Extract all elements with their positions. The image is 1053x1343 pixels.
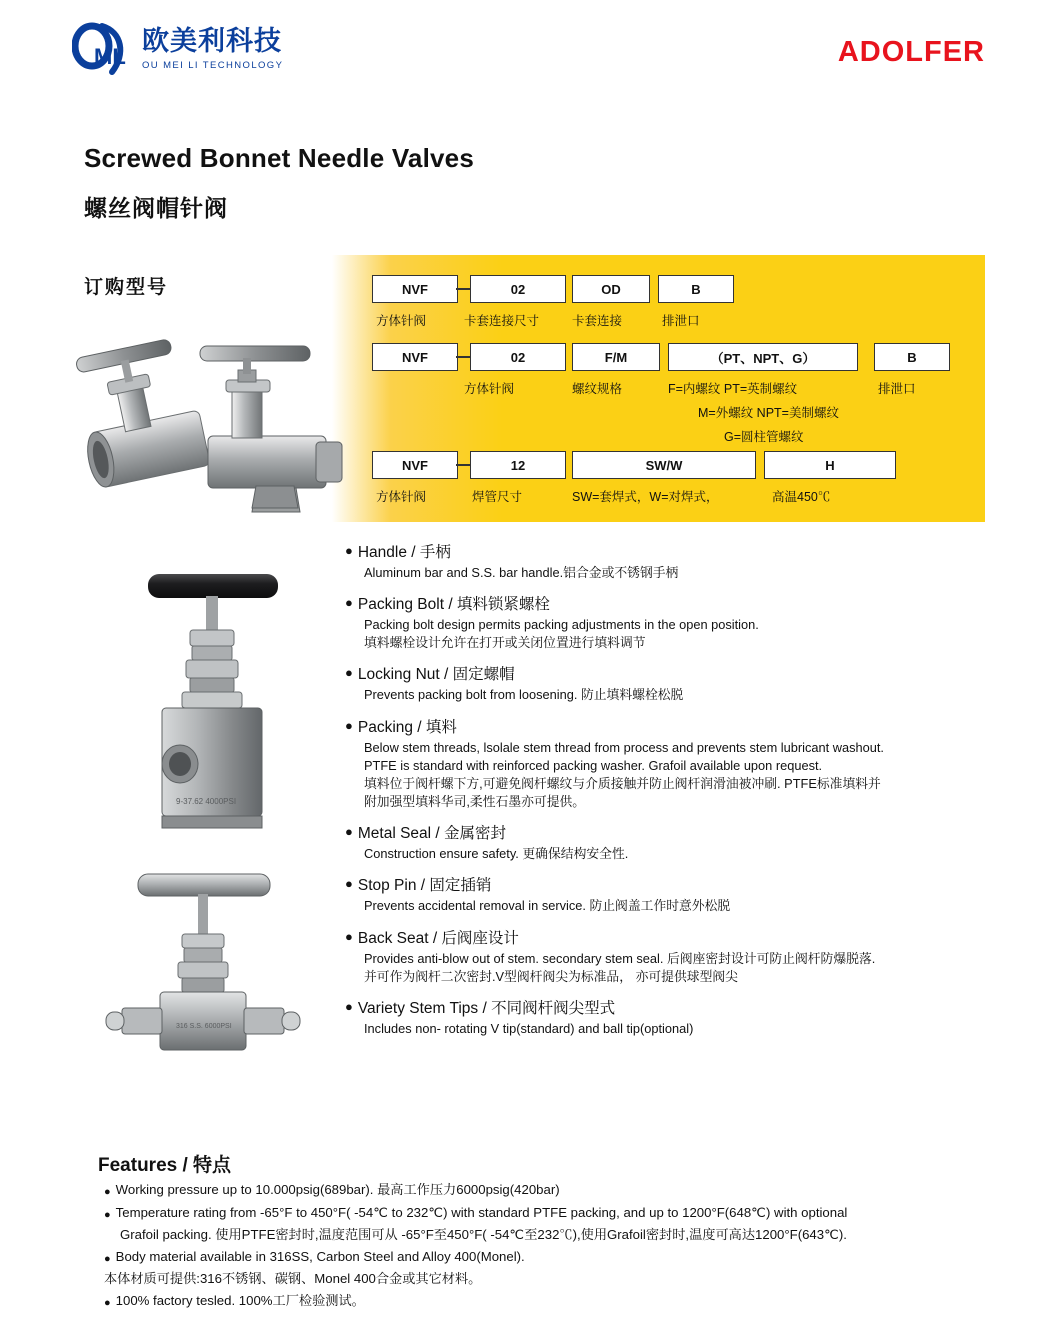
order-code-label: 订购型号 xyxy=(84,277,169,298)
valve-photo-horizontal xyxy=(98,862,338,1102)
feature-line: 附加强型填料华司,柔性石墨亦可提供。 xyxy=(364,794,586,810)
order-r3-cap3: SW=套焊式，W=对焊式， xyxy=(572,490,719,504)
svg-text:316 S.S. 6000PSI: 316 S.S. 6000PSI xyxy=(176,1023,232,1030)
feature-item xyxy=(345,592,985,652)
feature-line: Provides anti-blow out of stem. secondary stem seal. 后阀座密封设计可防止阀杆防爆脱落. xyxy=(364,950,876,966)
feature-heading: Stop Pin / 固定插销 xyxy=(357,877,492,895)
bullet-icon: ● xyxy=(345,717,353,733)
order-r1-dash xyxy=(456,288,470,290)
feature-line: PTFE is standard with reinforced packing washer. Grafoil available upon request. xyxy=(364,757,823,773)
order-r2-extra2: G=圆柱管螺纹 xyxy=(724,430,804,444)
list-item xyxy=(104,1291,1004,1312)
feature-heading: Packing / 填料 xyxy=(357,718,457,736)
order-r1-cap1: 方体针阀 xyxy=(376,314,427,328)
feature-line: Construction ensure safety. 更确保结构安全性. xyxy=(364,846,629,862)
feature-text: 本体材质可提供:316不锈钢、碳钢、Monel 400合金或其它材料。 xyxy=(104,1271,482,1287)
page-header xyxy=(0,0,1053,100)
order-r3-c3: SW/W xyxy=(572,451,756,479)
logo-chinese-name: 欧美利科技 xyxy=(142,25,282,56)
order-r1-cap3: 卡套连接 xyxy=(572,314,623,328)
feature-detail-list xyxy=(345,540,985,1038)
bullet-icon: ● xyxy=(345,595,353,611)
brand-adolfer: ADOLFER xyxy=(837,36,985,68)
feature-text: Body material available in 316SS, Carbon Steel and Alloy 400(Monel). xyxy=(115,1248,525,1264)
feature-line: 并可作为阀杆二次密封.V型阀杆阀尖为标准品， 亦可提供球型阀尖 xyxy=(364,968,738,984)
order-r2-c2: 02 xyxy=(470,343,566,371)
order-r2-c1: NVF xyxy=(372,343,458,371)
feature-item xyxy=(345,821,985,863)
list-item xyxy=(104,1180,1004,1201)
features-section-title: Features / 特点 xyxy=(98,1155,232,1176)
bullet-icon: ● xyxy=(104,1186,111,1198)
list-item xyxy=(104,1247,1004,1268)
feature-item xyxy=(345,926,985,986)
feature-heading: Variety Stem Tips / 不同阀杆阀尖型式 xyxy=(357,999,616,1017)
order-r1-c1: NVF xyxy=(372,275,458,303)
order-r2-c5: B xyxy=(874,343,950,371)
bullet-icon: ● xyxy=(345,824,353,840)
feature-line: Packing bolt design permits packing adjustments in the open position. xyxy=(364,617,759,633)
order-r3-dash xyxy=(456,464,470,466)
bullet-icon: ● xyxy=(104,1297,111,1310)
feature-text: Grafoil packing. 使用PTFE密封时,温度范围可从 -65°F至450°F( -54℃至232℃),使用Grafoil密封时,温度可高达1200°F(643℃). xyxy=(120,1227,847,1242)
feature-heading: Packing Bolt / 填料锁紧螺栓 xyxy=(357,596,550,614)
order-r3-c2: 12 xyxy=(470,451,566,479)
order-r3-c1: NVF xyxy=(372,451,458,479)
feature-item xyxy=(345,996,985,1038)
feature-line: Aluminum bar and S.S. bar handle.铝合金或不锈钢手柄 xyxy=(364,565,679,580)
page-title-en: Screwed Bonnet Needle Valves xyxy=(84,143,474,173)
bullet-icon: ● xyxy=(104,1208,111,1221)
page-title-cn: 螺丝阀帽针阀 xyxy=(84,195,228,221)
order-r2-cap4: 排泄口 xyxy=(878,382,916,396)
bullet-icon: ● xyxy=(345,998,353,1014)
svg-text:ML: ML xyxy=(94,44,126,69)
company-logo xyxy=(72,18,283,80)
bullet-icon: ● xyxy=(104,1252,111,1265)
order-r3-cap1: 方体针阀 xyxy=(376,490,427,504)
feature-text: Working pressure up to 10.000psig(689bar). 最高工作压力6000psig(420bar) xyxy=(115,1182,560,1197)
bullet-icon: ● xyxy=(345,928,353,944)
oml-logo-icon xyxy=(72,18,136,80)
feature-line: Prevents accidental removal in service. 防止阀盖工作时意外松脱 xyxy=(364,898,731,914)
order-code-panel xyxy=(332,255,985,522)
order-r2-cap2: 螺纹规格 xyxy=(572,382,623,396)
order-r2-cap3: F=内螺纹 PT=英制螺纹 xyxy=(668,382,798,396)
feature-line: Prevents packing bolt from loosening. 防止填料螺栓松脱 xyxy=(364,687,684,703)
feature-line: 填料螺栓设计允许在打开或关闭位置进行填料调节 xyxy=(364,635,646,651)
order-r1-c2: 02 xyxy=(470,275,566,303)
feature-heading: Handle / 手柄 xyxy=(357,544,451,561)
order-r3-cap2: 焊管尺寸 xyxy=(472,490,523,504)
order-r1-c4: B xyxy=(658,275,734,303)
order-r2-c3: F/M xyxy=(572,343,660,371)
feature-item xyxy=(345,715,985,812)
order-r3-cap4: 高温450℃ xyxy=(772,490,831,504)
bullet-icon: ● xyxy=(345,543,353,558)
order-r2-dash xyxy=(456,356,470,358)
order-r1-c3: OD xyxy=(572,275,650,303)
feature-heading: Locking Nut / 固定螺帽 xyxy=(357,666,515,684)
feature-item xyxy=(345,873,985,915)
order-r2-c4: （PT、NPT、G） xyxy=(668,343,858,371)
feature-heading: Metal Seal / 金属密封 xyxy=(357,825,507,843)
order-r2-cap1: 方体针阀 xyxy=(464,382,515,396)
features-summary-list xyxy=(104,1180,1004,1314)
bullet-icon: ● xyxy=(345,876,353,892)
valve-photo-assembly xyxy=(60,330,350,530)
feature-text: Temperature rating from -65°F to 450°F( -54℃ to 232℃) with standard PTFE packing, and up to 1200°F(648℃) with optional xyxy=(115,1204,848,1220)
logo-english-name: OU MEI LI TECHNOLOGY xyxy=(142,59,284,71)
feature-item xyxy=(345,662,985,704)
list-item xyxy=(104,1203,1004,1224)
valve-photo-vertical xyxy=(118,556,328,856)
feature-line: Below stem threads, lsolale stem thread from process and prevents stem lubricant washout. xyxy=(364,739,884,755)
feature-heading: Back Seat / 后阀座设计 xyxy=(357,929,519,947)
order-r1-cap4: 排泄口 xyxy=(662,314,700,328)
svg-text:9-37.62 4000PSI: 9-37.62 4000PSI xyxy=(176,797,237,806)
order-r1-cap2: 卡套连接尺寸 xyxy=(464,314,540,328)
bullet-icon: ● xyxy=(345,665,353,681)
order-r3-c4: H xyxy=(764,451,896,479)
feature-line: 填料位于阀杆螺下方,可避免阀杆螺纹与介质接触并防止阀杆润滑油被冲刷. PTFE标准填料并 xyxy=(364,775,881,791)
feature-line: Includes non- rotating V tip(standard) and ball tip(optional) xyxy=(364,1020,694,1036)
feature-item xyxy=(345,540,985,582)
order-r2-extra1: M=外螺纹 NPT=美制螺纹 xyxy=(698,406,839,420)
feature-text: 100% factory tesled. 100%工厂检验测试。 xyxy=(115,1293,365,1309)
